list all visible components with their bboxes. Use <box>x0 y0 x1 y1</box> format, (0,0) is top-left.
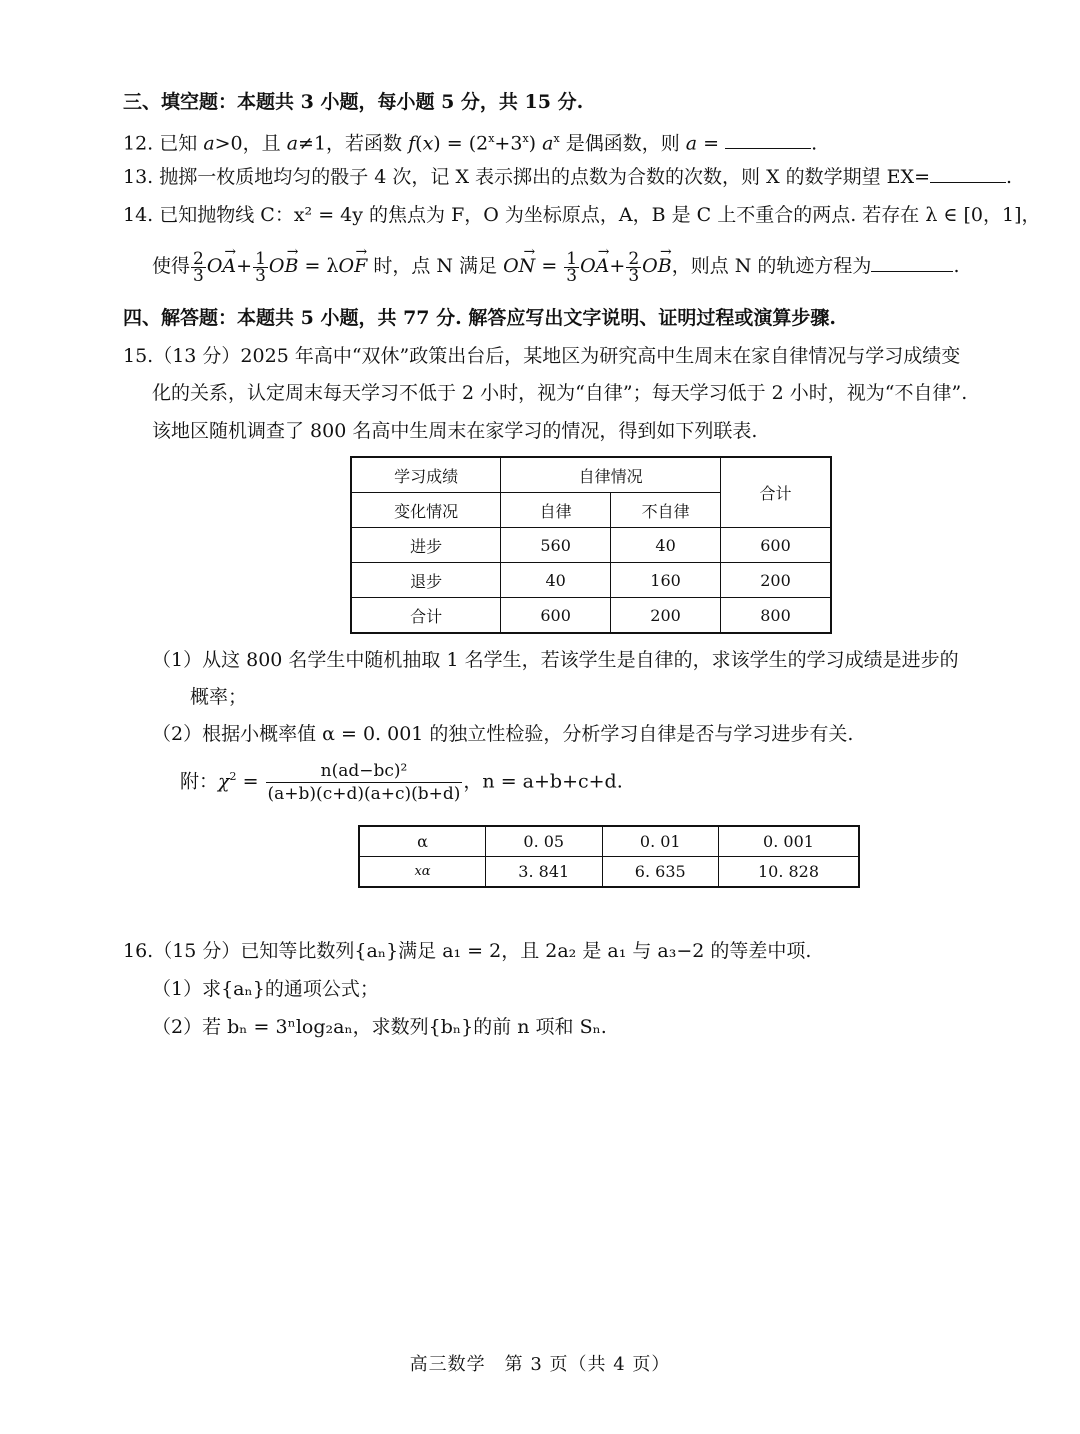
header-total: 合计 <box>721 457 831 528</box>
cell: 3. 841 <box>486 857 603 888</box>
cell: 560 <box>501 528 611 563</box>
question-15-line3: 该地区随机调查了 800 名高中生周末在家学习的情况，得到如下列联表. <box>152 420 758 442</box>
table-row <box>351 598 831 634</box>
cell: 160 <box>611 563 721 598</box>
header-change: 变化情况 <box>351 493 501 528</box>
table-row <box>359 857 859 888</box>
page-footer: 高三数学 第 3 页（共 4 页） <box>409 1354 671 1375</box>
header-score: 学习成绩 <box>351 457 501 493</box>
answer-blank-14 <box>871 253 953 272</box>
question-16-sub1: （1）求{aₙ}的通项公式； <box>152 978 379 1000</box>
cell: 40 <box>611 528 721 563</box>
cell: 800 <box>721 598 831 634</box>
row-label: 退步 <box>351 563 501 598</box>
question-12: 12. 已知 a>0，且 a≠1，若函数 $f(x) = (2^x+3^x)$ $a^x$ 是偶函数，则 a = . <box>123 132 818 155</box>
header-group: 自律情况 <box>501 457 721 493</box>
cell: 200 <box>721 563 831 598</box>
section3-heading: 三、填空题：本题共 3 小题，每小题 5 分，共 15 分. <box>123 91 584 113</box>
table-row <box>351 563 831 598</box>
question-15-sub1-line2: 概率； <box>190 686 248 708</box>
cell: 0. 001 <box>719 826 860 857</box>
cell: 0. 01 <box>602 826 719 857</box>
cell: 6. 635 <box>602 857 719 888</box>
contingency-table <box>350 456 832 634</box>
question-15-sub2: （2）根据小概率值 α = 0. 001 的独立性检验，分析学习自律是否与学习进步有关. <box>152 723 854 745</box>
cell: 40 <box>501 563 611 598</box>
cell: 600 <box>501 598 611 634</box>
question-14-line2: 使得 $\frac{2}{3}$ → OA+ $\frac{1}{3}$ → OB = λ→ OF 时，点 N 满足 → ON = $\frac{1}{3}$ → OA+ $\frac{2}{3}$ → OB，则点 N 的轨迹方程为 . <box>152 248 959 284</box>
header-self: 自律 <box>501 493 611 528</box>
row-label: 合计 <box>351 598 501 634</box>
answer-blank-12 <box>725 130 811 149</box>
formula-denominator: (a+b)(c+d)(a+c)(b+d) <box>267 784 461 804</box>
question-14-line1: 14. 已知抛物线 C：x² = 4y 的焦点为 F，O 为坐标原点，A，B 是 C 上不重合的两点. 若存在 λ ∈ [0，1]， <box>123 204 1041 226</box>
row-label: α <box>359 826 486 857</box>
question-13: 13. 抛掷一枚质地均匀的骰子 4 次，记 X 表示掷出的点数为合数的次数，则 X 的数学期望 EX= . <box>123 166 1013 188</box>
answer-blank-13 <box>930 164 1006 183</box>
section4-heading: 四、解答题：本题共 5 小题，共 77 分. 解答应写出文字说明、证明过程或演算步骤. <box>123 307 836 329</box>
question-16-line1: 16.（15 分）已知等比数列{aₙ}满足 a₁ = 2，且 2a₂ 是 a₁ 与 a₃−2 的等差中项. <box>123 940 812 962</box>
critical-value-table <box>358 825 860 888</box>
row-label: 进步 <box>351 528 501 563</box>
cell: 0. 05 <box>486 826 603 857</box>
table-row <box>359 826 859 857</box>
question-15-line1: 15.（13 分）2025 年高中“双休”政策出台后，某地区为研究高中生周末在家自律情况与学习成绩变 <box>123 345 961 367</box>
question-16-sub2: （2）若 bₙ = 3ⁿlog₂aₙ，求数列{bₙ}的前 n 项和 Sₙ. <box>152 1016 607 1038</box>
header-notself: 不自律 <box>611 493 721 528</box>
question-15-sub1-line1: （1）从这 800 名学生中随机抽取 1 名学生，若该学生是自律的，求该学生的学习成绩是进步的 <box>152 649 959 671</box>
cell: 10. 828 <box>719 857 860 888</box>
cell: 600 <box>721 528 831 563</box>
question-15-line2: 化的关系，认定周末每天学习不低于 2 小时，视为“自律”；每天学习低于 2 小时，视为“不自律”. <box>152 382 968 404</box>
row-label: xα <box>359 857 486 888</box>
cell: 200 <box>611 598 721 634</box>
chi-square-formula: 附：$\chi^2$ = $\frac{\text{n(ad−bc)²}}{(a+b)(c+d)(a+c)(b+d)}$ ，n = a+b+c+d. <box>180 761 623 804</box>
formula-numerator: n(ad−bc)² <box>266 760 463 783</box>
table-row <box>351 528 831 563</box>
